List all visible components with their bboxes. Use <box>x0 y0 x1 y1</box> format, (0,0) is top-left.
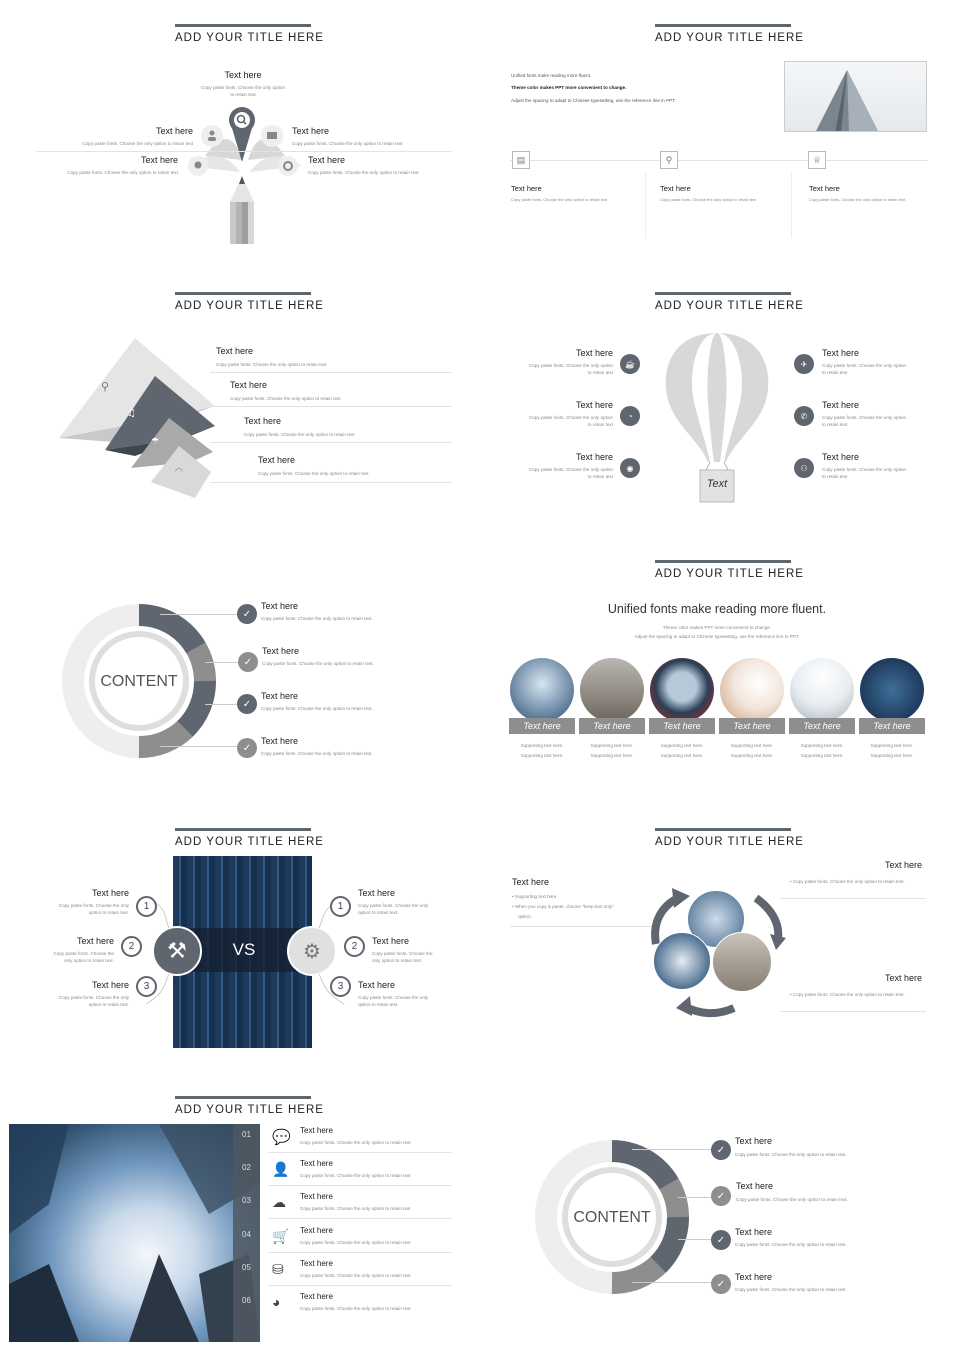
right-1-heading: Text here <box>358 888 396 898</box>
left-1-text-1: Copy paste fonts. Choose the only <box>58 903 129 908</box>
item-4-text: Copy paste fonts. Choose the only option to retain text <box>258 471 369 476</box>
left-bullet-3: option. <box>518 914 532 919</box>
item-6-heading: Text here <box>300 1292 333 1301</box>
number-badge: 1 <box>330 896 351 917</box>
subline-2: Adjust the spacing to adapt to Chinese typesetting, use the reference line in PPT. <box>634 634 800 639</box>
left-3-heading: Text here <box>91 980 129 990</box>
item-number: 02 <box>242 1163 251 1172</box>
user-group-icon: ⚇ <box>794 458 814 478</box>
balloon-label: Text <box>706 478 728 490</box>
card-text: Supporting text here. <box>660 753 704 758</box>
right-2-text-2: only option to retain text. <box>372 958 423 963</box>
right-3-text-2: to retain text <box>822 474 848 479</box>
slide-balloon <box>480 268 960 536</box>
right-bottom-text: • Copy paste fonts. Choose the only option to retain text. <box>790 992 905 997</box>
leader-line <box>205 662 240 663</box>
item-4-heading: Text here <box>258 455 296 465</box>
pencil-graphic <box>160 100 330 248</box>
cup-icon: ☕ <box>620 354 640 374</box>
photo-circle <box>790 658 854 722</box>
divider <box>510 160 928 161</box>
left-2-text-1: Copy paste fonts. Choose the only option <box>528 415 613 420</box>
left-bullet-2-text: When you copy & paste, choose "keep text only" <box>514 904 614 909</box>
item-1-heading: Text here <box>735 1136 773 1146</box>
item-2-heading: Text here <box>292 126 330 136</box>
right-2-heading: Text here <box>822 400 860 410</box>
slide-title: ADD YOUR TITLE HERE <box>175 1096 311 1116</box>
item-3-heading: Text here <box>735 1227 773 1237</box>
item-number: 05 <box>242 1263 251 1272</box>
card-label: Text here <box>719 718 785 734</box>
check-icon: ✓ <box>238 652 258 672</box>
slide-pencil-diagram <box>0 0 480 268</box>
divider <box>268 1152 452 1153</box>
airplane-icon: ✈ <box>794 354 814 374</box>
left-bullet-2: • When you copy & paste, choose "keep text only" <box>512 904 614 909</box>
column-separator <box>645 172 646 238</box>
divider <box>210 406 452 407</box>
item-4-text: Copy paste fonts. Choose the only option to retain text <box>308 170 419 175</box>
intro-line-2: Theme color makes PPT more convenient to change. <box>511 85 627 90</box>
slide-cycle-arrows <box>480 804 960 1072</box>
svg-text:♫: ♫ <box>127 408 136 419</box>
tools-icon: ⚒ <box>152 926 202 976</box>
item-3-text: Copy paste fonts. Choose the only option to retain text <box>67 170 178 175</box>
item-4-heading: Text here <box>300 1226 333 1235</box>
card-label: Text here <box>579 718 645 734</box>
right-2-text-2: to retain text <box>822 422 848 427</box>
item-1-heading: Text here <box>155 126 193 136</box>
left-2-heading: Text here <box>76 936 114 946</box>
col-1-heading: Text here <box>511 184 542 193</box>
item-4-heading: Text here <box>308 155 346 165</box>
item-4-text: Copy paste fonts. Choose the only option to retain text. <box>261 751 373 756</box>
right-3-text-1: Copy paste fonts. Choose the only <box>358 995 429 1000</box>
user-gear-icon: 👤 <box>272 1161 290 1177</box>
col-3-heading: Text here <box>809 184 840 193</box>
svg-text:☂: ☂ <box>151 437 160 447</box>
card-text: Supporting text here. <box>730 753 774 758</box>
photo-circle <box>510 658 574 722</box>
right-3-heading: Text here <box>822 452 860 462</box>
right-3-text-1: Copy paste fonts. Choose the only option <box>822 467 907 472</box>
right-1-heading: Text here <box>822 348 860 358</box>
shopping-cart-icon: 🛒 <box>272 1228 290 1244</box>
slide-photo-row <box>480 536 960 804</box>
layered-pyramid-graphic <box>55 334 215 498</box>
photo-circle <box>860 658 924 722</box>
card-text: Supporting text here. <box>800 753 844 758</box>
left-3-text-2: to retain text <box>587 474 613 479</box>
right-1-text-1: Copy paste fonts. Choose the only <box>358 903 429 908</box>
card-text: Supporting text here. <box>730 743 774 748</box>
user-icon: ◉ <box>620 458 640 478</box>
card-label: Text here <box>859 718 925 734</box>
left-1-heading: Text here <box>91 888 129 898</box>
svg-text:⚲: ⚲ <box>101 380 110 393</box>
item-1-text: Copy paste fonts. Choose the only option to retain text <box>82 141 193 146</box>
slide-vs-comparison <box>0 804 480 1072</box>
divider <box>268 1218 452 1219</box>
col-3-text: Copy paste fonts. Choose the only option to retain text <box>809 197 906 202</box>
card-text: Supporting text here. <box>590 753 634 758</box>
item-1-text: Copy paste fonts. Choose the only option to retain text <box>216 362 327 367</box>
item-4-text: Copy paste fonts. Choose the only option to retain text <box>300 1240 411 1245</box>
gear-chart-icon: ⚙ <box>287 926 337 976</box>
slide-title: ADD YOUR TITLE HERE <box>655 24 791 44</box>
leader-line <box>678 1197 712 1198</box>
item-2-text: Copy paste fonts. Choose the only option to retain text. <box>736 1197 848 1202</box>
left-3-heading: Text here <box>575 452 613 462</box>
right-2-text-1: Copy paste fonts. Choose the <box>372 951 433 956</box>
check-icon: ✓ <box>711 1186 731 1206</box>
card-text: Supporting text here. <box>520 753 564 758</box>
card-text: Supporting text here. <box>520 743 564 748</box>
leader-line <box>160 746 240 747</box>
check-icon: ✓ <box>237 694 257 714</box>
card-label: Text here <box>789 718 855 734</box>
top-text-2: to retain text <box>230 92 256 97</box>
item-2-heading: Text here <box>262 646 300 656</box>
subline-1: Theme color makes PPT more convenient to change. <box>662 625 772 630</box>
left-1-text-1: Copy paste fonts. Choose the only option <box>528 363 613 368</box>
cloud-network-icon: ☁ <box>272 1194 286 1210</box>
intro-line-1: Unified fonts make reading more fluent. <box>511 73 592 78</box>
col-2-text: Copy paste fonts. Choose the only option to retain text <box>660 197 757 202</box>
photo-circle <box>580 658 644 722</box>
slide-title: ADD YOUR TITLE HERE <box>655 292 791 312</box>
item-2-text: Copy paste fonts. Choose the only option to retain text <box>300 1173 411 1178</box>
card-text: Supporting text here. <box>590 743 634 748</box>
pie-chart-icon: ◔ <box>620 406 640 426</box>
slide-image-columns <box>480 0 960 268</box>
left-bullet-1-text: Supporting text here. <box>514 894 558 899</box>
item-3-heading: Text here <box>244 416 282 426</box>
chat-bubbles-icon: 💬 <box>272 1129 291 1146</box>
item-2-heading: Text here <box>736 1181 774 1191</box>
vs-label: VS <box>232 940 256 959</box>
col-2-heading: Text here <box>660 184 691 193</box>
check-icon: ✓ <box>711 1230 731 1250</box>
top-text-1: Copy paste fonts. Choose the only option <box>200 85 286 90</box>
item-4-heading: Text here <box>261 736 299 746</box>
item-4-text: Copy paste fonts. Choose the only option to retain text. <box>735 1287 847 1292</box>
item-2-heading: Text here <box>300 1159 333 1168</box>
divider <box>210 482 452 483</box>
item-number: 06 <box>242 1296 251 1305</box>
item-number: 04 <box>242 1230 251 1239</box>
divider <box>780 1011 926 1012</box>
slide-title: ADD YOUR TITLE HERE <box>175 828 311 848</box>
donut-center-label: CONTENT <box>100 673 178 690</box>
photo-circle <box>720 658 784 722</box>
left-3-text-1: Copy paste fonts. Choose the only option <box>528 467 613 472</box>
divider <box>268 1185 452 1186</box>
item-3-text: Copy paste fonts. Choose the only option to retain text. <box>735 1242 847 1247</box>
item-1-text: Copy paste fonts. Choose the only option to retain text. <box>735 1152 847 1157</box>
donut-center-label: CONTENT <box>573 1209 651 1226</box>
item-1-heading: Text here <box>261 601 299 611</box>
left-1-text-2: to retain text <box>587 370 613 375</box>
right-bottom-text-content: Copy paste fonts. Choose the only option to retain text. <box>792 992 905 997</box>
left-1-heading: Text here <box>575 348 613 358</box>
divider <box>510 926 660 927</box>
phone-icon: ✆ <box>794 406 814 426</box>
item-2-text: Copy paste fonts. Choose the only option to retain text. <box>262 661 374 666</box>
item-3-text: Copy paste fonts. Choose the only option to retain text. <box>261 706 373 711</box>
database-gear-icon: ⛁ <box>272 1261 284 1277</box>
left-2-text-1: Copy paste fonts. Choose the <box>53 951 114 956</box>
item-2-heading: Text here <box>230 380 268 390</box>
slide-title: ADD YOUR TITLE HERE <box>655 828 791 848</box>
pie-chart-icon: ◕ <box>272 1294 281 1310</box>
trophy-icon: ♕ <box>808 151 826 169</box>
leader-line <box>678 1239 712 1240</box>
item-1-heading: Text here <box>300 1126 333 1135</box>
card-label: Text here <box>649 718 715 734</box>
right-2-text-1: Copy paste fonts. Choose the only option <box>822 415 907 420</box>
divider <box>210 442 452 443</box>
number-badge: 2 <box>344 936 365 957</box>
right-top-heading: Text here <box>884 860 922 870</box>
leader-line <box>632 1149 712 1150</box>
slide-layered-triangles <box>0 268 480 536</box>
item-3-heading: Text here <box>140 155 178 165</box>
slide-title: ADD YOUR TITLE HERE <box>175 24 311 44</box>
card-text: Supporting text here. <box>660 743 704 748</box>
item-3-heading: Text here <box>300 1192 333 1201</box>
photo-circle <box>712 932 772 992</box>
right-2-heading: Text here <box>372 936 410 946</box>
check-icon: ✓ <box>711 1274 731 1294</box>
left-2-text-2: only option to retain text. <box>63 958 114 963</box>
check-icon: ✓ <box>237 738 257 758</box>
item-5-text: Copy paste fonts. Choose the only option to retain text <box>300 1273 411 1278</box>
leader-line <box>160 614 240 615</box>
slide-content-donut <box>0 536 480 804</box>
item-1-text: Copy paste fonts. Choose the only option to retain text. <box>261 616 373 621</box>
slide-content-donut-2 <box>480 1072 960 1352</box>
top-heading: Text here <box>224 70 262 80</box>
item-number: 03 <box>242 1196 251 1205</box>
left-1-text-2: option to retain text. <box>88 910 129 915</box>
column-separator <box>791 172 792 238</box>
right-top-text-content: Copy paste fonts. Choose the only option to retain text. <box>792 879 905 884</box>
item-1-text: Copy paste fonts. Choose the only option to retain text <box>300 1140 411 1145</box>
card-text: Supporting text here. <box>870 743 914 748</box>
intro-line-3: Adjust the spacing to adapt to Chinese typesetting, use the reference line in PPT. <box>511 98 676 103</box>
number-badge: 1 <box>136 896 157 917</box>
slide-title: ADD YOUR TITLE HERE <box>655 560 791 580</box>
item-1-heading: Text here <box>216 346 254 356</box>
card-text: Supporting text here. <box>800 743 844 748</box>
item-4-heading: Text here <box>735 1272 773 1282</box>
right-3-heading: Text here <box>358 980 396 990</box>
col-1-text: Copy paste fonts. Choose the only option to retain text <box>511 197 608 202</box>
left-2-heading: Text here <box>575 400 613 410</box>
leader-line <box>205 704 240 705</box>
item-2-text: Copy paste fonts. Choose the only option to retain text <box>230 396 341 401</box>
number-badge: 2 <box>121 936 142 957</box>
photo-circle <box>650 658 714 722</box>
divider <box>210 372 452 373</box>
item-3-text: Copy paste fonts. Choose the only option to retain text <box>244 432 355 437</box>
card-label: Text here <box>509 718 575 734</box>
right-3-text-2: option to retain text. <box>358 1002 399 1007</box>
building-photo <box>784 61 927 132</box>
divider <box>36 151 452 152</box>
divider <box>268 1252 452 1253</box>
connector-arcs <box>124 888 364 1014</box>
right-1-text-2: option to retain text. <box>358 910 399 915</box>
left-bullet-1: • Supporting text here. <box>512 894 558 899</box>
slide-title: ADD YOUR TITLE HERE <box>175 292 311 312</box>
check-icon: ✓ <box>237 604 257 624</box>
right-1-text-2: to retain text <box>822 370 848 375</box>
check-icon: ✓ <box>711 1140 731 1160</box>
card-text: Supporting text here. <box>870 753 914 758</box>
item-number: 01 <box>242 1130 251 1139</box>
left-heading: Text here <box>512 877 550 887</box>
leader-line <box>632 1282 712 1283</box>
svg-text:◠: ◠ <box>175 467 183 477</box>
document-icon: ▤ <box>512 151 530 169</box>
left-3-text-2: option to retain text. <box>88 1002 129 1007</box>
item-3-heading: Text here <box>261 691 299 701</box>
right-bottom-heading: Text here <box>884 973 922 983</box>
number-badge: 3 <box>136 976 157 997</box>
slide-numbered-list <box>0 1072 480 1352</box>
left-2-text-2: to retain text <box>587 422 613 427</box>
left-3-text-1: Copy paste fonts. Choose the only <box>58 995 129 1000</box>
item-3-text: Copy paste fonts. Choose the only option to retain text <box>300 1206 411 1211</box>
network-icon: ⚲ <box>660 151 678 169</box>
divider <box>268 1285 452 1286</box>
item-5-heading: Text here <box>300 1259 333 1268</box>
right-top-text: • Copy paste fonts. Choose the only option to retain text. <box>790 879 905 884</box>
divider <box>780 898 926 899</box>
city-sky-photo <box>9 1124 260 1342</box>
number-badge: 3 <box>330 976 351 997</box>
item-6-text: Copy paste fonts. Choose the only option to retain text <box>300 1306 411 1311</box>
photo-circle <box>653 932 711 990</box>
headline: Unified fonts make reading more fluent. <box>607 602 827 616</box>
item-2-text: Copy paste fonts. Choose the only option to retain text <box>292 141 403 146</box>
right-1-text-1: Copy paste fonts. Choose the only option <box>822 363 907 368</box>
